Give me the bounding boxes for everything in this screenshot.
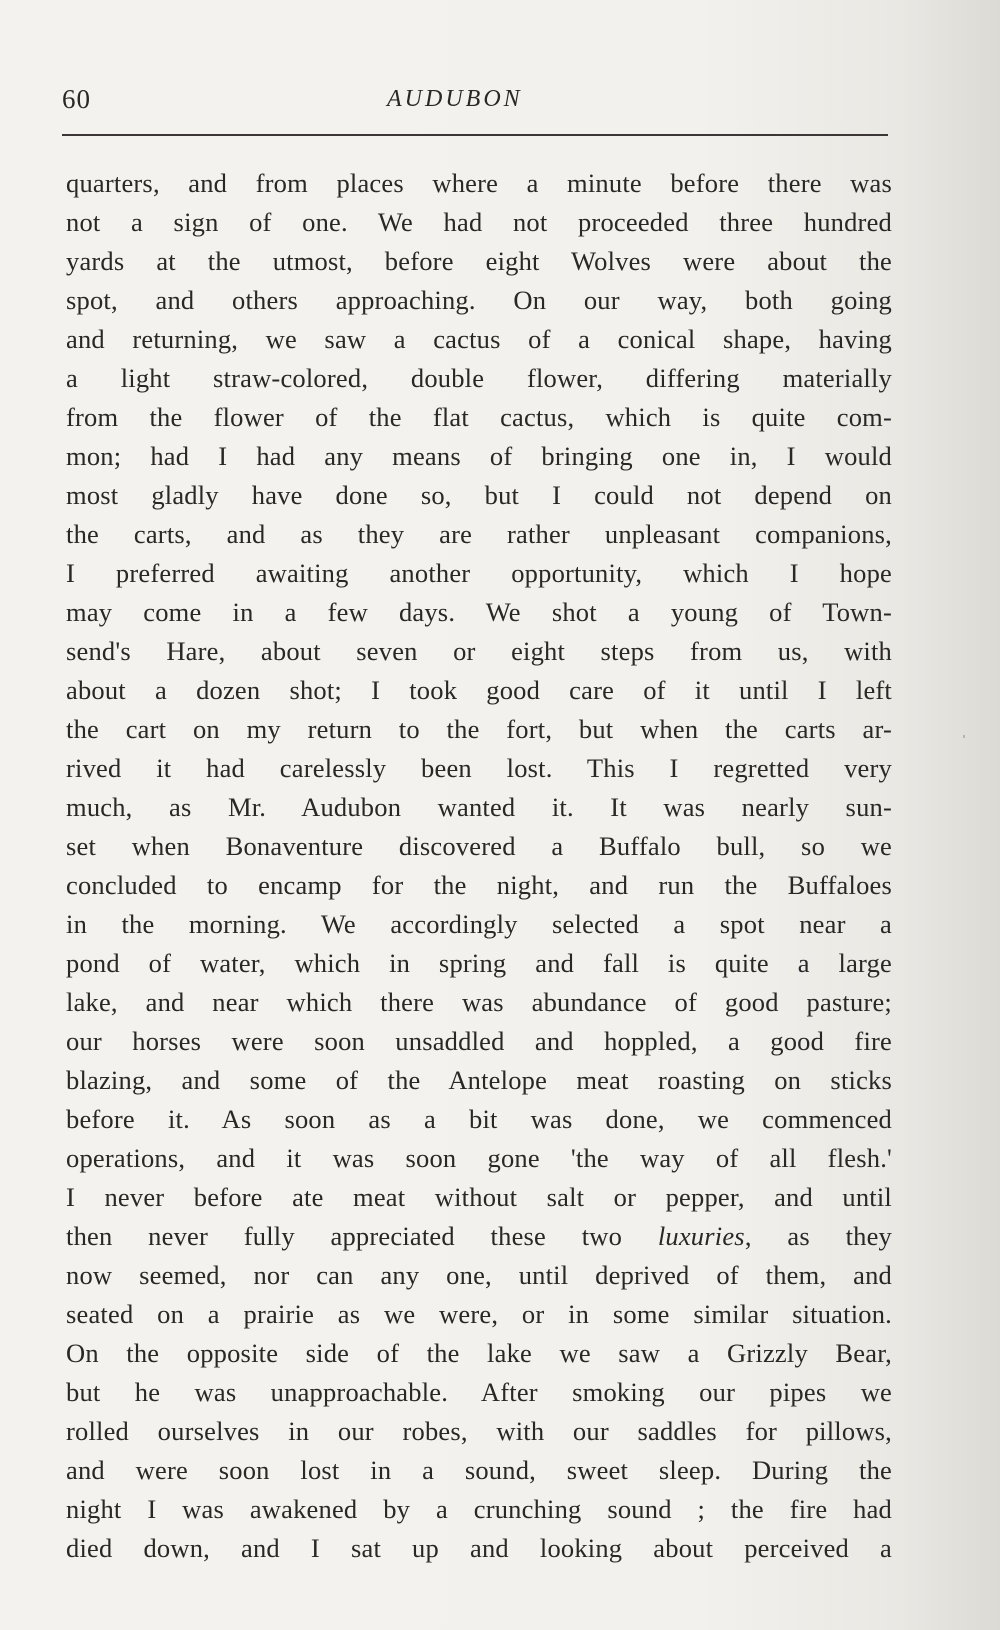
page-number: 60 [62, 84, 91, 114]
text-line: from the flower of the flat cactus, which is quite com- [66, 402, 892, 432]
text-line: before it. As soon as a bit was done, we commenced [66, 1104, 892, 1134]
text-line: night I was awakened by a crunching sound ; the fire had [66, 1494, 892, 1524]
text-line: not a sign of one. We had not proceeded three hundred [66, 207, 892, 237]
text-line: died down, and I sat up and looking about perceived a [66, 1533, 892, 1563]
body-text [66, 164, 892, 1568]
text-line: On the opposite side of the lake we saw a Grizzly Bear, [66, 1338, 892, 1368]
text-line: and were soon lost in a sound, sweet sleep. During the [66, 1455, 892, 1485]
italic-word: luxuries [657, 1221, 745, 1251]
text-line: I preferred awaiting another opportunity, which I hope [66, 558, 892, 588]
text-line: but he was unapproachable. After smoking our pipes we [66, 1377, 892, 1407]
text-line: much, as Mr. Audubon wanted it. It was nearly sun- [66, 792, 892, 822]
text-line: blazing, and some of the Antelope meat roasting on sticks [66, 1065, 892, 1095]
text-line: now seemed, nor can any one, until deprived of them, and [66, 1260, 892, 1290]
text-line: set when Bonaventure discovered a Buffalo bull, so we [66, 831, 892, 861]
text-line: concluded to encamp for the night, and run the Buffaloes [66, 870, 892, 900]
text-line: pond of water, which in spring and fall is quite a large [66, 948, 892, 978]
text-line: most gladly have done so, but I could not depend on [66, 480, 892, 510]
text-line: spot, and others approaching. On our way, both going [66, 285, 892, 315]
text-line: quarters, and from places where a minute before there was [66, 168, 892, 198]
text-line: our horses were soon unsaddled and hoppled, a good fire [66, 1026, 892, 1056]
running-head: AUDUBON [387, 86, 523, 112]
text-line: in the morning. We accordingly selected a spot near a [66, 909, 892, 939]
paper-speck [963, 735, 965, 738]
text-line: I never before ate meat without salt or pepper, and until [66, 1182, 892, 1212]
text-line: about a dozen shot; I took good care of it until I left [66, 675, 892, 705]
text-run: then never fully appreciated these two [66, 1221, 658, 1251]
text-line: may come in a few days. We shot a young of Town- [66, 597, 892, 627]
text-line: the cart on my return to the fort, but when the carts ar- [66, 714, 892, 744]
text-line: lake, and near which there was abundance of good pasture; [66, 987, 892, 1017]
text-line: rolled ourselves in our robes, with our saddles for pillows, [66, 1416, 892, 1446]
text-line: yards at the utmost, before eight Wolves were about the [66, 246, 892, 276]
header-rule [62, 134, 888, 136]
text-line: operations, and it was soon gone 'the way of all flesh.' [66, 1143, 892, 1173]
text-line: send's Hare, about seven or eight steps from us, with [66, 636, 892, 666]
text-line: mon; had I had any means of bringing one in, I would [66, 441, 892, 471]
text-line: seated on a prairie as we were, or in some similar situation. [66, 1299, 892, 1329]
text-line: a light straw-colored, double flower, differing materially [66, 363, 892, 393]
text-line: rived it had carelessly been lost. This I regretted very [66, 753, 892, 783]
text-run: , as they [744, 1221, 892, 1251]
text-line: and returning, we saw a cactus of a conical shape, having [66, 324, 892, 354]
text-line-italic [66, 1217, 892, 1256]
text-line: the carts, and as they are rather unpleasant companions, [66, 519, 892, 549]
page-header [62, 84, 888, 124]
